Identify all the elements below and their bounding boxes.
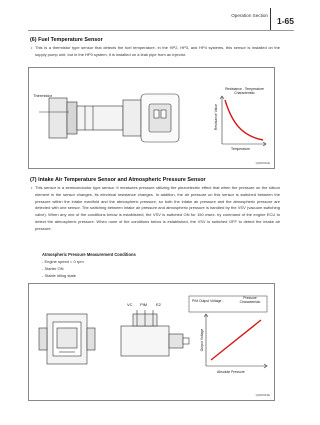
bullet-icon: • [31,45,33,50]
figure-code: Q000932E [255,161,270,165]
section-6-title: (6) Fuel Temperature Sensor [30,37,103,43]
y-axis-label: Resistance Value [214,103,218,131]
figure-code: Q000933E [255,393,270,397]
thermistor-label: Thermistor [33,93,53,98]
figure-fuel-temp-sensor [28,67,275,169]
section-6-body: This is a thermistor type sensor that detects the fuel temperature. In the HP2, HP3, and HP4 systems, this sensor is installed on the supply pump unit, but in the HP0 system, it is installed on a leak pipe from an injector. [35,45,280,57]
x-axis-label: Temperature [231,147,251,151]
graph-title-line2: Characteristic [234,91,255,95]
condition-item: - Engine speed = 0 rpm [42,259,84,264]
graph-title [217,87,272,95]
graph-title-line1: PIM Output Voltage - [192,299,224,303]
section-7-body-wrap [31,185,280,233]
graph-title-line3: Characteristic [239,300,261,304]
graph-title [192,299,223,303]
graph-title-line2: Pressure [243,296,257,300]
header-divider [270,8,271,30]
pin-label-pim: PIM [140,302,148,307]
section-7-body: This sensor is a semiconductor type sensor. It measures pressure utilizing the piezoelectric effect that when the pressure on the silicon element in the sensor changes, its electrical resistance changes. In addition, the air pressure on this sensor is switched between the pressure within the intake manifold and the atmospheric pressure, so both the intake air pressure and the atmospheric pressure are detected with one sensor. The switching between intake air pressure and atmospheric pressure is handled by the VSV (vacuum switching valve). When any one of the conditions below is established, the VSV is switched ON for 150 msec. by command of the engine ECU to detect the atmospheric pressure. When none of the conditions below is established, the VSV is switched OFF to detect the intake air pressure. [35,185,280,231]
page-number: 1-65 [276,16,294,26]
condition-item: - Stable idling state [42,273,77,278]
section-7-title: (7) Intake Air Temperature Sensor and Atmospheric Pressure Sensor [30,177,206,183]
pin-label-vc: VC [127,302,133,307]
header-section-label: Operation Section [231,13,268,18]
y-axis-label: Output Voltage [200,328,204,352]
section-6-body-wrap [31,45,280,59]
pin-label-e2: E2 [156,302,161,307]
bullet-icon: • [31,185,33,190]
header-rule [28,30,294,31]
x-axis-label: Absolute Pressure [217,370,245,374]
condition-item: - Starter ON [42,266,64,271]
figure-pressure-sensor [28,283,275,401]
graph-title-line1: Resistance - Temperature [225,87,264,91]
graph-title-right [234,296,266,304]
fuel-temp-sensor-drawing [29,68,274,168]
conditions-title: Atmospheric Pressure Measurement Conditions [42,252,136,257]
